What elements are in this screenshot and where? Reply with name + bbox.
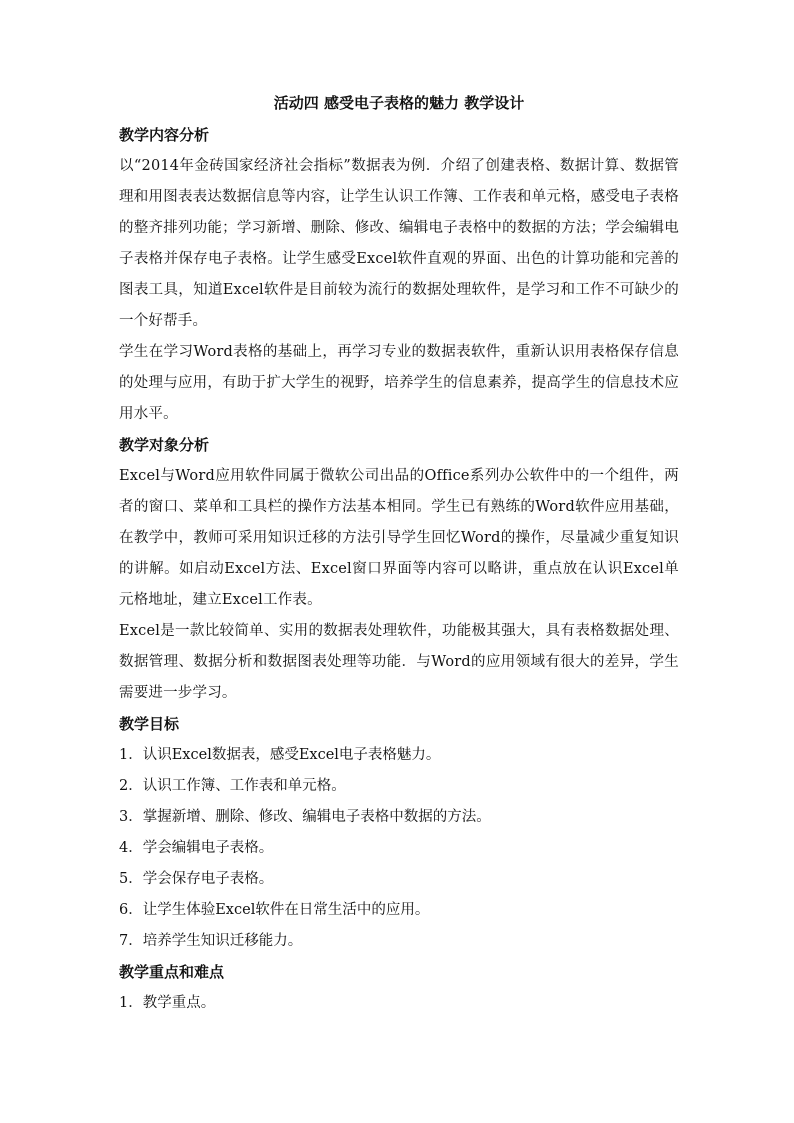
objective-item: 7．培养学生知识迁移能力。 <box>119 933 303 949</box>
section-heading-key-points: 教学重点和难点 <box>119 963 225 981</box>
objective-item: 4．学会编辑电子表格。 <box>119 840 274 856</box>
objective-item: 2．认识工作簿、工作表和单元格。 <box>119 778 346 794</box>
paragraph: Excel与Word应用软件同属于微软公司出品的Office系列办公软件中的一个组件，两者的窗口、菜单和工具栏的操作方法基本相同。学生已有熟练的Word软件应用基础，在教学中，教师可采用知识迁移的方法引导学生回忆Word的操作，尽量减少重复知识的讲解。如启动Excel方法、Excel窗口界面等内容可以略讲，重点放在认识Excel单元格地址，建立Excel工作表。 <box>119 468 679 608</box>
objective-item: 1．认识Excel数据表，感受Excel电子表格魅力。 <box>119 747 441 763</box>
objective-item: 5．学会保存电子表格。 <box>119 871 274 887</box>
objective-item: 3．掌握新增、删除、修改、编辑电子表格中数据的方法。 <box>119 809 491 825</box>
key-point-item: 1．教学重点。 <box>119 995 216 1011</box>
paragraph: 以“2014年金砖国家经济社会指标”数据表为例．介绍了创建表格、数据计算、数据管理和用图表表达数据信息等内容，让学生认识工作簿、工作表和单元格，感受电子表格的整齐排列功能；学习新增、删除、修改、编辑电子表格中的数据的方法；学会编辑电子表格并保存电子表格。让学生感受Excel软件直观的界面、出色的计算功能和完善的图表工具，知道Excel软件是目前较为流行的数据处理软件，是学习和工作不可缺少的一个好帮手。 <box>119 158 679 329</box>
paragraph: Excel是一款比较简单、实用的数据表处理软件，功能极其强大，具有表格数据处理、数据管理、数据分析和数据图表处理等功能．与Word的应用领域有很大的差异，学生需要进一步学习。 <box>119 623 679 701</box>
objective-item: 6．让学生体验Excel软件在日常生活中的应用。 <box>119 902 430 918</box>
section-heading-content-analysis: 教学内容分析 <box>119 126 210 144</box>
paragraph: 学生在学习Word表格的基础上，再学习专业的数据表软件，重新认识用表格保存信息的处理与应用，有助于扩大学生的视野，培养学生的信息素养，提高学生的信息技术应用水平。 <box>119 344 679 422</box>
document-title: 活动四 感受电子表格的魅力 教学设计 <box>273 94 525 112</box>
section-heading-objectives: 教学目标 <box>119 715 180 733</box>
section-heading-learner-analysis: 教学对象分析 <box>119 436 210 454</box>
document-page <box>119 92 679 1019</box>
